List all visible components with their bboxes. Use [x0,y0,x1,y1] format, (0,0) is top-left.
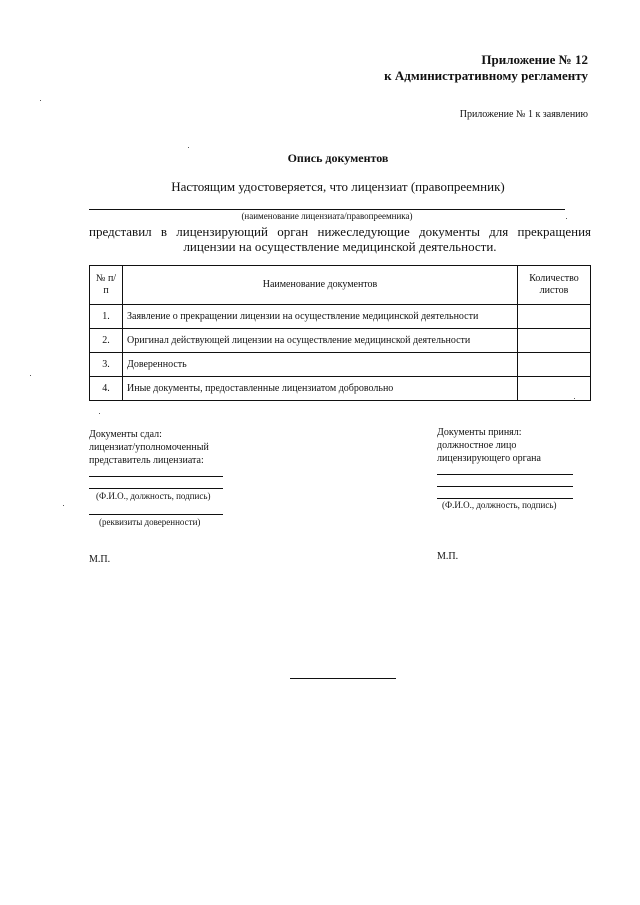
row-quantity [518,305,591,329]
table-row [90,353,591,377]
body-line-2: лицензии на осуществление медицинской деятельности. [183,239,497,254]
scan-speck [566,218,567,219]
scan-speck [40,100,41,101]
licensee-name-line [89,209,565,210]
bottom-separator [290,678,396,679]
row-number: 3. [90,353,123,377]
receiver-signature-line-3 [437,498,573,499]
submitter-signature-line-1 [89,476,223,477]
proxy-details-line [89,514,223,515]
receiver-signature-line-1 [437,474,573,475]
table-row [90,377,591,401]
licensee-name-caption: (наименование лицензиата/правопреемника) [241,211,413,221]
intro-text: Настоящим удостоверяется, что лицензиат (правопреемник) [171,179,505,194]
receiver-role: должностное лицо [437,440,517,451]
row-number: 1. [90,305,123,329]
column-header-quantity: Количество листов [518,266,591,305]
document-title: Опись документов [287,151,389,165]
column-header-number: № п/п [90,266,123,305]
proxy-details-caption: (реквизиты доверенности) [99,517,201,527]
submitter-stamp-place: М.П. [89,554,111,565]
appendix-reference: Приложение № 1 к заявлению [459,109,588,120]
scan-speck [574,398,575,399]
appendix-title: Приложение № 12 [481,52,588,67]
row-number: 4. [90,377,123,401]
receiver-stamp-place: М.П. [437,551,459,562]
submitter-role-cont: представитель лицензиата: [89,455,204,466]
row-quantity [518,377,591,401]
receiver-role-cont: лицензирующего органа [437,453,541,464]
receiver-signature-line-2 [437,486,573,487]
body-line-1: представил в лицензирующий орган нижеследующие документы для прекращения [89,224,591,239]
documents-table [89,265,591,401]
scan-speck [188,147,189,148]
row-document-name: Иные документы, предоставленные лицензиатом добровольно [123,377,518,401]
scan-speck [30,375,31,376]
submitter-block [89,428,209,467]
receiver-label: Документы принял: [437,427,522,438]
appendix-subtitle: к Административному регламенту [384,68,588,83]
table-header-row [90,266,591,305]
row-document-name: Оригинал действующей лицензии на осуществление медицинской деятельности [123,329,518,353]
column-header-name: Наименование документов [123,266,518,305]
table-row [90,305,591,329]
row-document-name: Доверенность [123,353,518,377]
scan-speck [99,413,100,414]
table-row [90,329,591,353]
submitter-signature-line-2 [89,488,223,489]
submitter-role: лицензиат/уполномоченный [89,442,209,453]
receiver-signature-caption: (Ф.И.О., должность, подпись) [442,500,557,510]
row-quantity [518,329,591,353]
row-quantity [518,353,591,377]
receiver-block [437,426,541,465]
row-document-name: Заявление о прекращении лицензии на осуществление медицинской деятельности [123,305,518,329]
submitter-signature-caption: (Ф.И.О., должность, подпись) [96,491,211,501]
submitter-label: Документы сдал: [89,429,162,440]
scan-speck [63,505,64,506]
row-number: 2. [90,329,123,353]
